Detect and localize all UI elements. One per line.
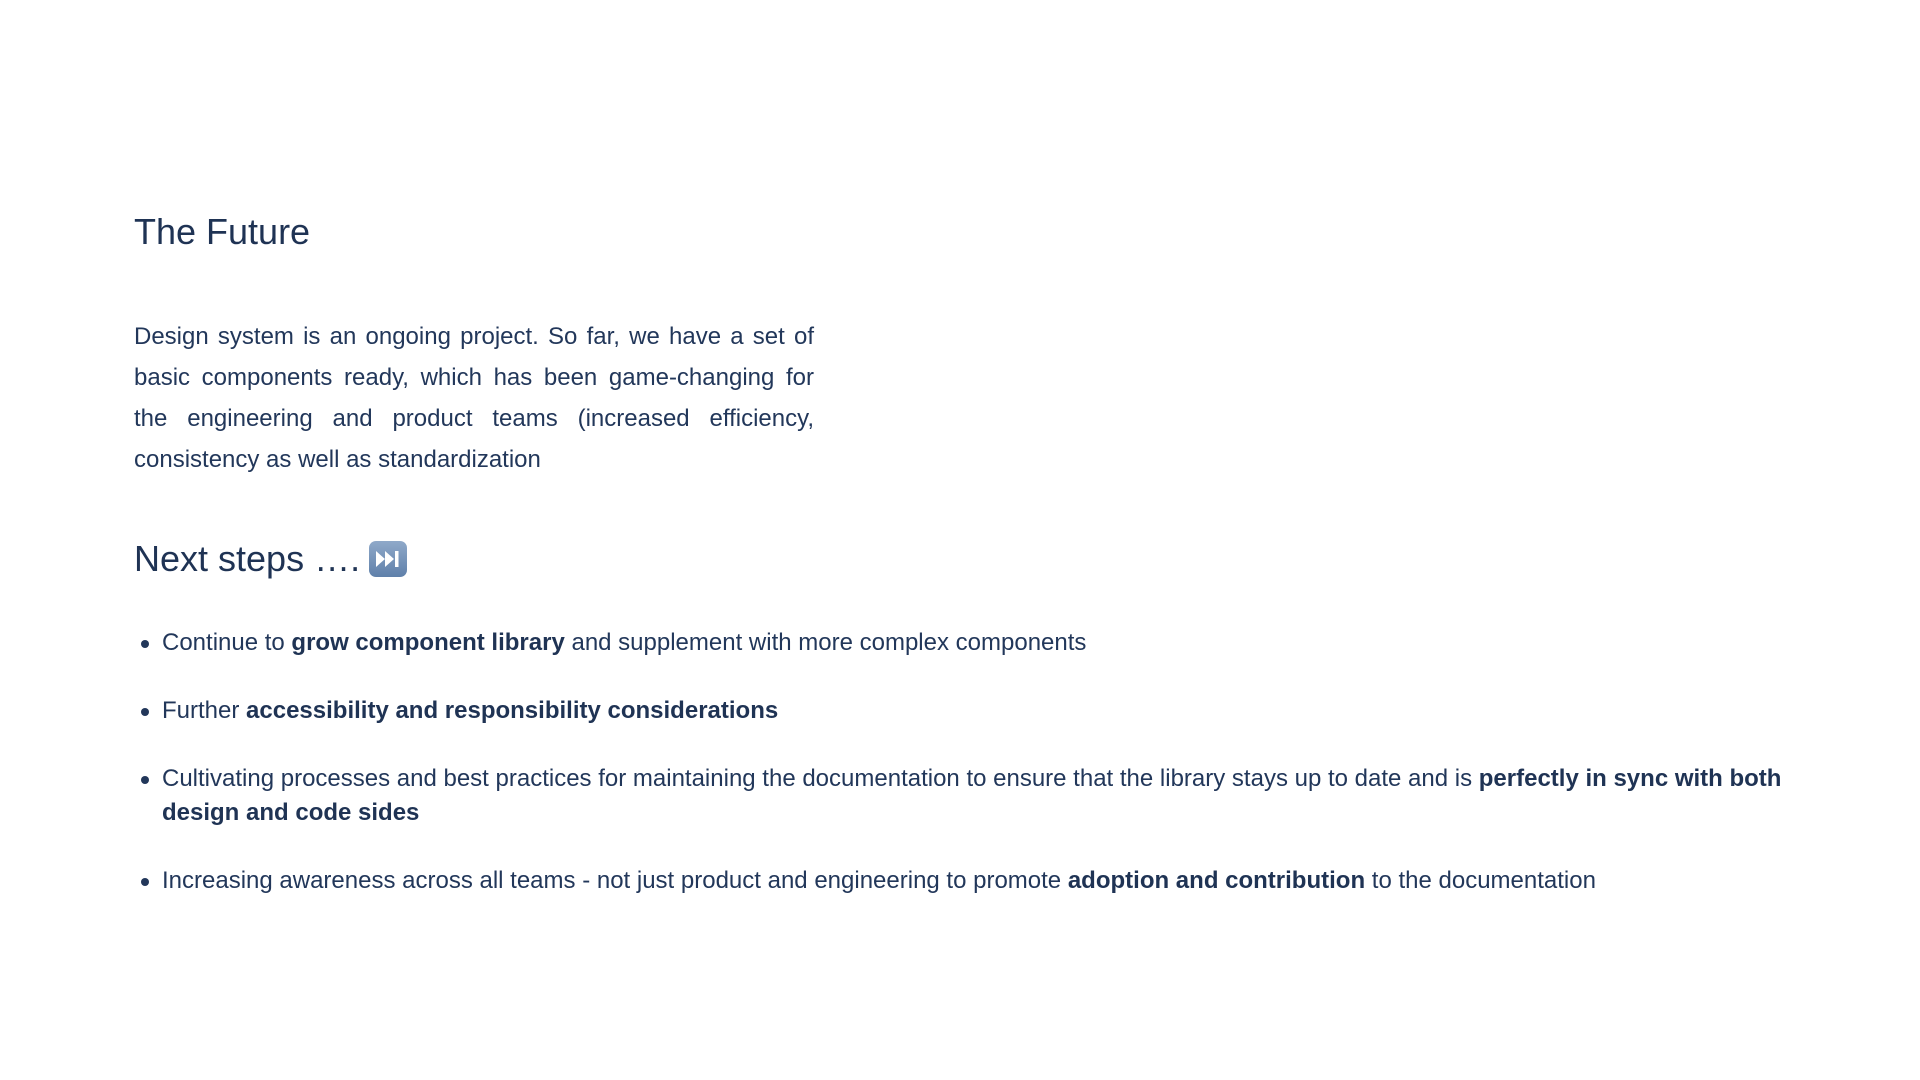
list-item — [134, 762, 1794, 830]
list-item — [134, 864, 1794, 898]
list-item-emphasis: perfectly in sync with both design and code sides — [162, 765, 1782, 826]
next-steps-title: Next steps …. — [134, 538, 361, 579]
bullet-dot — [141, 878, 149, 886]
page-title: The Future — [134, 211, 311, 252]
list-item — [134, 626, 1794, 660]
bullet-dot — [141, 640, 149, 648]
list-item-text: Further — [162, 697, 247, 724]
fast-forward-icon — [369, 541, 407, 577]
list-item — [134, 694, 1794, 728]
list-item-text: Continue to — [162, 629, 292, 656]
list-item-emphasis: accessibility and responsibility considerations — [246, 697, 779, 724]
list-item-text: and supplement with more complex components — [564, 629, 1087, 656]
list-item-emphasis: adoption and contribution — [1067, 867, 1366, 894]
list-item-text: Cultivating processes and best practices for maintaining the documentation to ensure that the library stays up to date and is — [162, 765, 1479, 792]
bullet-dot — [141, 708, 149, 716]
intro-paragraph: Design system is an ongoing project. So far, we have a set of basic components ready, which has been game-changing for the engineering and product teams (increased efficiency, consistency as well as standardization — [134, 323, 814, 473]
next-steps-heading — [134, 537, 407, 581]
bullet-dot — [141, 776, 149, 784]
list-item-emphasis: grow component library — [291, 629, 565, 656]
next-steps-list — [134, 626, 1794, 898]
list-item-text: Increasing awareness across all teams - not just product and engineering to promote — [162, 867, 1068, 894]
list-item-text: to the documentation — [1365, 867, 1596, 894]
